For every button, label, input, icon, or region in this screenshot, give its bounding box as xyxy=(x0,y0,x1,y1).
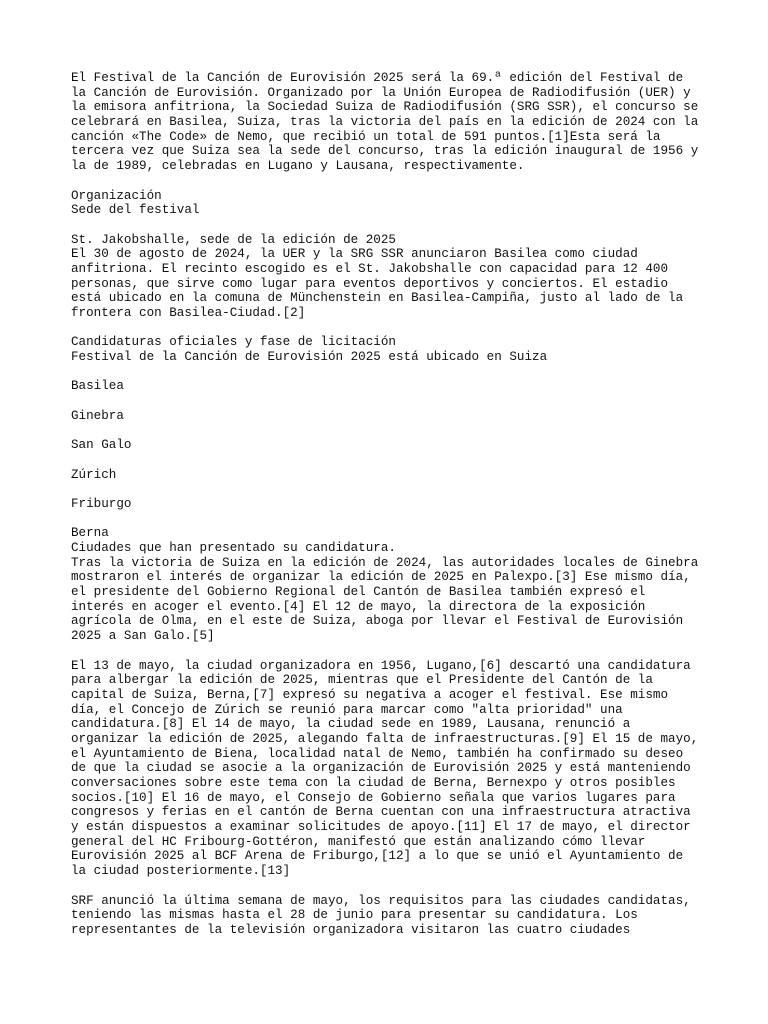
text-line: representantes de la televisión organizadora visitaron las cuatro ciudades xyxy=(71,922,631,937)
text-line: congresos y ferias en el cantón de Berna cuentan con una infraestructura atractiva xyxy=(71,805,691,820)
text-line: para albergar la edición de 2025, mientras que el Presidente del Cantón de la xyxy=(71,673,653,688)
text-line: está ubicado en la comuna de Münchenstein en Basilea-Campiña, justo al lado de la xyxy=(71,291,684,306)
blank-line xyxy=(71,512,768,527)
text-line: el presidente del Gobierno Regional del Cantón de Basilea también expresó el xyxy=(71,585,646,600)
text-line: Tras la victoria de Suiza en la edición de 2024, las autoridades locales de Ginebra xyxy=(71,555,699,570)
text-line: candidatura.[8] El 14 de mayo, la ciudad sede en 1989, Lausana, renunció a xyxy=(71,717,631,732)
text-line: celebrará en Basilea, Suiza, tras la victoria del país en la edición de 2024 con la xyxy=(71,115,699,130)
text-line: 2025 a San Galo.[5] xyxy=(71,629,215,644)
text-line: la de 1989, celebradas en Lugano y Lausana, respectivamente. xyxy=(71,159,525,174)
text-line: frontera con Basilea-Ciudad.[2] xyxy=(71,306,306,320)
text-line: Zúrich xyxy=(71,467,117,482)
blank-line xyxy=(71,424,768,439)
text-line: El 30 de agosto de 2024, la UER y la SRG SSR anunciaron Basilea como ciudad xyxy=(71,247,638,262)
text-line: Basilea xyxy=(71,379,124,394)
blank-line xyxy=(71,644,768,659)
text-line: Ginebra xyxy=(71,408,124,423)
text-line: personas, que sirve como lugar para eventos deportivos y conciertos. El estadio xyxy=(71,276,669,291)
text-line: Ciudades que han presentado su candidatura. xyxy=(71,541,396,555)
text-line: agrícola de Olma, en el este de Suiza, aboga por llevar el Festival de Eurovisión xyxy=(71,614,684,629)
text-line: mostraron el interés de organizar la edición de 2025 en Palexpo.[3] Ese mismo día, xyxy=(71,570,691,585)
text-line: El 13 de mayo, la ciudad organizadora en 1956, Lugano,[6] descartó una candidatura xyxy=(71,658,691,673)
text-line: St. Jakobshalle, sede de la edición de 2025 xyxy=(71,232,396,247)
text-line: San Galo xyxy=(71,438,132,453)
blank-line xyxy=(71,394,768,409)
blank-line xyxy=(71,174,768,189)
blank-line xyxy=(71,218,768,233)
document-text xyxy=(71,71,768,938)
text-line: SRF anunció la última semana de mayo, los requisitos para las ciudades candidatas, xyxy=(71,893,691,908)
text-line: la Canción de Eurovisión. Organizado por la Unión Europea de Radiodifusión (UER) y xyxy=(71,85,691,100)
blank-line xyxy=(71,879,768,894)
text-line: el Ayuntamiento de Biena, localidad natal de Nemo, también ha confirmado su deseo xyxy=(71,746,684,761)
text-line: la emisora anfitriona, la Sociedad Suiza de Radiodifusión (SRG SSR), el concurso se xyxy=(71,100,699,115)
blank-line xyxy=(71,321,768,336)
blank-line xyxy=(71,365,768,380)
blank-line xyxy=(71,482,768,497)
text-line: tercera vez que Suiza sea la sede del concurso, tras la edición inaugural de 1956 y xyxy=(71,144,699,159)
text-line: canción «The Code» de Nemo, que recibió un total de 591 puntos.[1]Esta será la xyxy=(71,129,661,144)
text-line: Friburgo xyxy=(71,496,132,511)
text-line: Candidaturas oficiales y fase de licitación xyxy=(71,335,396,350)
text-line: la ciudad posteriormente.[13] xyxy=(71,864,291,879)
text-line: general del HC Fribourg-Gottéron, manifestó que están analizando cómo llevar xyxy=(71,834,646,849)
text-line: día, el Concejo de Zúrich se reunió para marcar como "alta prioridad" una xyxy=(71,702,623,717)
text-line: capital de Suiza, Berna,[7] expresó su negativa a acoger el festival. Ese mismo xyxy=(71,687,669,702)
text-line: teniendo las mismas hasta el 28 de junio para presentar su candidatura. Los xyxy=(71,908,638,923)
text-line: Festival de la Canción de Eurovisión 2025 está ubicado en Suiza xyxy=(71,350,548,365)
text-line: Eurovisión 2025 al BCF Arena de Friburgo,[12] a lo que se unió el Ayuntamiento de xyxy=(71,849,684,864)
text-line: de que la ciudad se asocie a la organización de Eurovisión 2025 y está manteniendo xyxy=(71,761,691,776)
text-line: Sede del festival xyxy=(71,203,200,218)
text-line: Berna xyxy=(71,526,109,541)
text-line: y están dispuestos a examinar solicitudes de apoyo.[11] El 17 de mayo, el director xyxy=(71,820,691,835)
text-line: conversaciones sobre este tema con la ciudad de Berna, Bernexpo y otros posibles xyxy=(71,776,676,790)
text-line: organizar la edición de 2025, alegando falta de infraestructuras.[9] El 15 de mayo, xyxy=(71,731,699,746)
blank-line xyxy=(71,453,768,468)
text-line: socios.[10] El 16 de mayo, el Consejo de Gobierno señala que varios lugares para xyxy=(71,790,676,805)
text-line: interés en acoger el evento.[4] El 12 de mayo, la directora de la exposición xyxy=(71,599,646,614)
text-line: anfitriona. El recinto escogido es el St. Jakobshalle con capacidad para 12 400 xyxy=(71,261,669,276)
text-line: Organización xyxy=(71,188,162,203)
text-line: El Festival de la Canción de Eurovisión 2025 será la 69.ª edición del Festival de xyxy=(71,71,684,85)
